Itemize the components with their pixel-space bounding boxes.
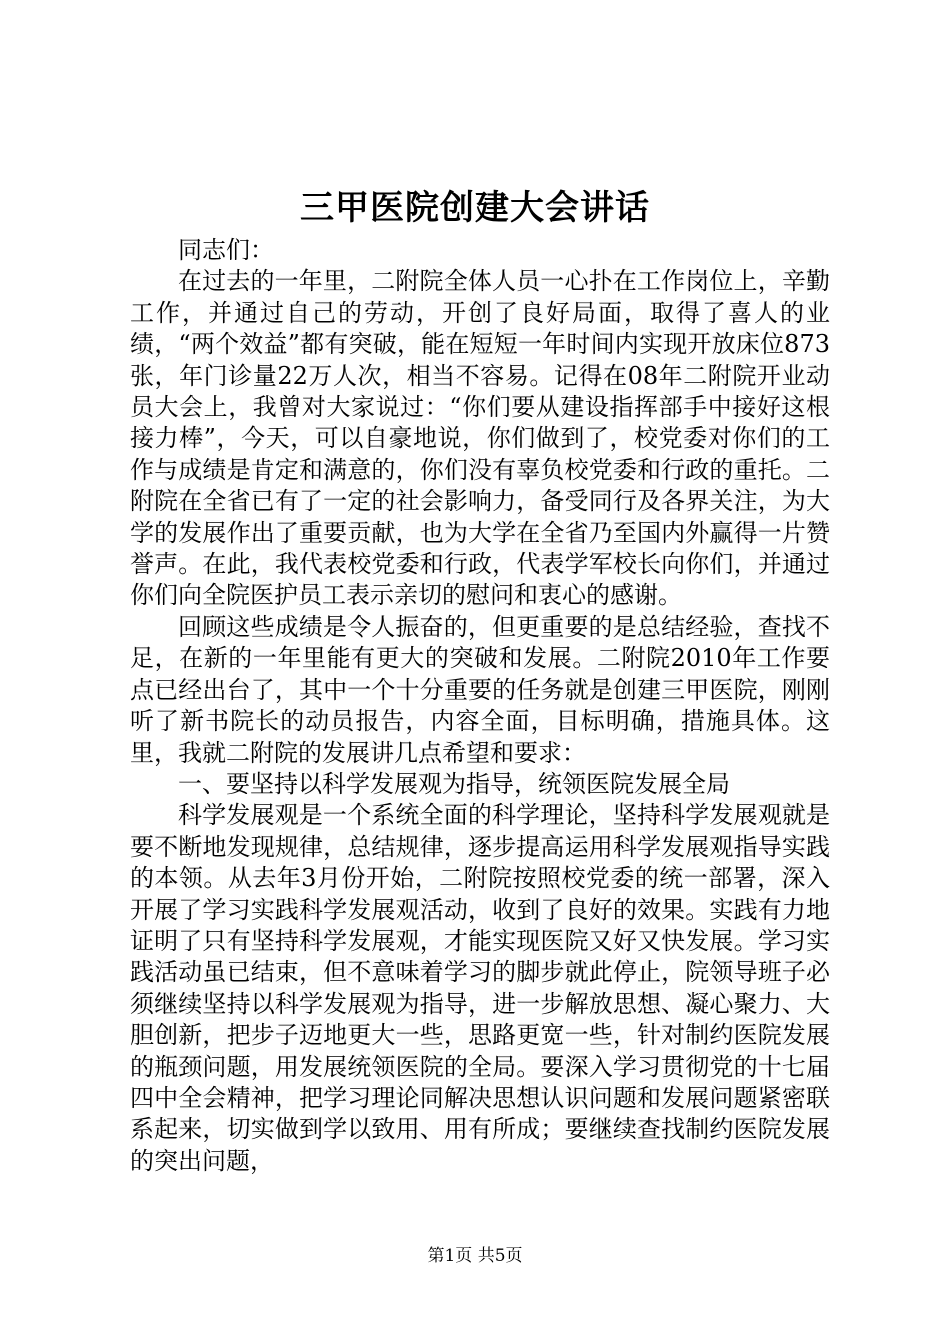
body-paragraph: 科学发展观是一个系统全面的科学理论，坚持科学发展观就是要不断地发现规律，总结规律，逐步提高运用科学发展观指导实践的本领。从去年3月份开始，二附院按照校党委的统一部署，深入开展了学习实践科学发展观活动，收到了良好的效果。实践有力地证明了只有坚持科学发展观，才能实现医院又好又快发展。学习实践活动虽已结束，但不意味着学习的脚步就此停止，院领导班子必须继续坚持以科学发展观为指导，进一步解放思想、凝心聚力、大胆创新，把步子迈地更大一些，思路更宽一些，针对制约医院发展的瓶颈问题，用发展统领医院的全局。要深入学习贯彻党的十七届四中全会精神，把学习理论同解决思想认识问题和发展问题紧密联系起来，切实做到学以致用、用有所成；要继续查找制约医院发展的突出问题， bbox=[130, 801, 830, 1175]
body-paragraph: 回顾这些成绩是令人振奋的，但更重要的是总结经验，查找不足，在新的一年里能有更大的突破和发展。二附院2010年工作要点已经出台了，其中一个十分重要的任务就是创建三甲医院，刚刚听了新书院长的动员报告，内容全面，目标明确，措施具体。这里，我就二附院的发展讲几点希望和要求： bbox=[130, 612, 830, 767]
body-paragraph: 在过去的一年里，二附院全体人员一心扑在工作岗位上，辛勤工作，并通过自己的劳动，开创了良好局面，取得了喜人的业绩，“两个效益”都有突破，能在短短一年时间内实现开放床位873张，年门诊量22万人次，相当不容易。记得在08年二附院开业动员大会上，我曾对大家说过：“你们要从建设指挥部手中接好这根接力棒”，今天，可以自豪地说，你们做到了，校党委对你们的工作与成绩是肯定和满意的，你们没有辜负校党委和行政的重托。二附院在全省已有了一定的社会影响力，备受同行及各界关注，为大学的发展作出了重要贡献，也为大学在全省乃至国内外赢得一片赞誉声。在此，我代表校党委和行政，代表学军校长向你们，并通过你们向全院医护员工表示亲切的慰问和衷心的感谢。 bbox=[130, 267, 830, 610]
document-title: 三甲医院创建大会讲话 bbox=[300, 188, 650, 228]
page-number-footer: 第1页 共5页 bbox=[427, 1246, 523, 1266]
document-body bbox=[130, 235, 830, 1177]
section-heading: 一、要坚持以科学发展观为指导，统领医院发展全局 bbox=[178, 769, 730, 798]
salutation-paragraph: 同志们： bbox=[178, 236, 274, 264]
